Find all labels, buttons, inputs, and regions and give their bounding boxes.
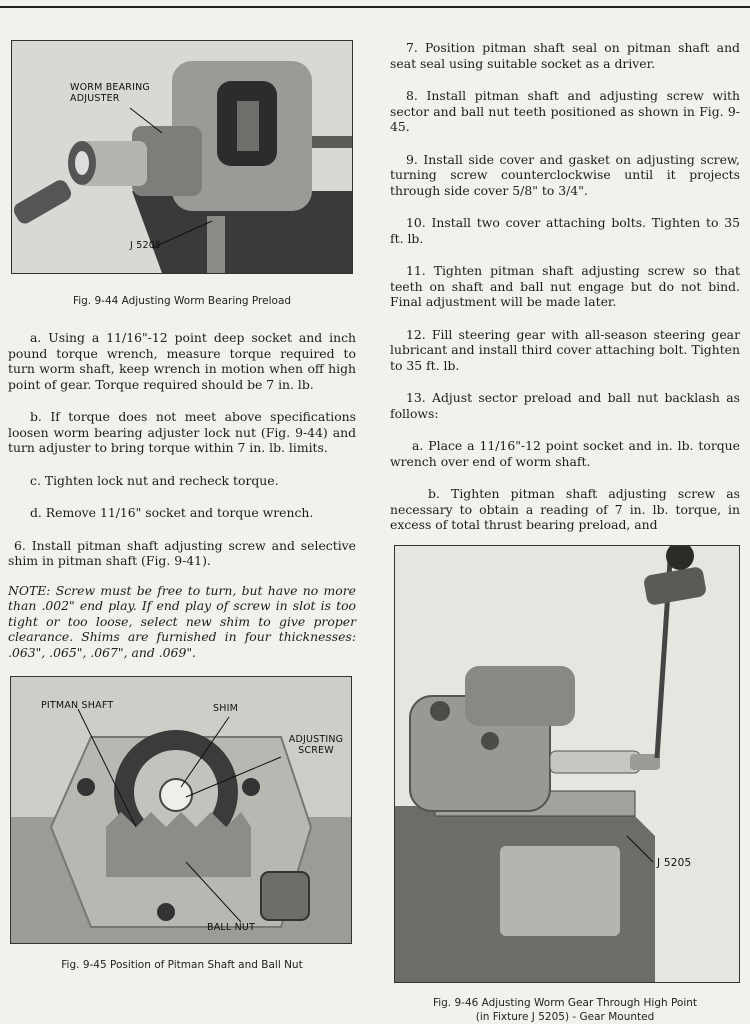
- figure-9-44-caption: Fig. 9-44 Adjusting Worm Bearing Preload: [72, 295, 292, 307]
- step-b: b. If torque does not meet above specifications loosen worm bearing adjuster lock nut (Fig. 9-44) and turn adjuster to bring torque within 7 in. lb. limits.: [8, 409, 356, 456]
- step-a: a. Using a 11/16"-12 point deep socket and inch pound torque wrench, measure torque required to turn worm shaft, keep wrench in motion when off high point of gear. Torque required should be 7 in. lb.: [8, 330, 356, 392]
- callout-adjusting-screw: ADJUSTING SCREW: [288, 734, 344, 757]
- left-column: [8, 40, 356, 972]
- step-6: 6. Install pitman shaft adjusting screw and selective shim in pitman shaft (Fig. 9-41).: [8, 537, 356, 569]
- right-column: [390, 40, 740, 1024]
- step-c: c. Tighten lock nut and recheck torque.: [30, 472, 279, 488]
- figure-9-46-caption-line1: Fig. 9-46 Adjusting Worm Gear Through High Point: [432, 996, 698, 1009]
- callout-j5205: J 5205: [130, 240, 162, 251]
- callout-ball-nut: BALL NUT: [207, 922, 256, 934]
- worm-gear-fixture-photo: [395, 546, 739, 982]
- worm-bearing-photo: [12, 41, 352, 273]
- step-d: d. Remove 11/16" socket and torque wrench.: [30, 505, 314, 521]
- figure-9-46: [394, 545, 740, 983]
- callout-worm-bearing-adjuster: WORM BEARING ADJUSTER: [70, 82, 150, 104]
- step-7: 7. Position pitman shaft seal on pitman shaft and seat seal using suitable socket as a driver.: [390, 40, 740, 71]
- callout-j5205-fixture: J 5205: [657, 856, 692, 869]
- note-end-play: NOTE: Screw must be free to turn, but have no more than .002" end play. If end play of screw in slot is too tight or too loose, select new shim to give proper clearance. Shims are furnished in four thicknesses: .063", .065", .067", and .069".: [8, 582, 356, 660]
- figure-9-45-caption: Fig. 9-45 Position of Pitman Shaft and Ball Nut: [61, 959, 303, 972]
- figure-9-45: [10, 676, 352, 944]
- step-13: 13. Adjust sector preload and ball nut backlash as follows:: [390, 390, 740, 421]
- figure-9-44: [11, 40, 353, 274]
- step-12: 12. Fill steering gear with all-season steering gear lubricant and install third cover attaching bolt. Tighten to 35 ft. lb.: [390, 326, 740, 373]
- figure-9-46-caption-line2: (in Fixture J 5205) - Gear Mounted: [475, 1010, 655, 1023]
- step-13a: a. Place a 11/16"-12 point socket and in. lb. torque wrench over end of worm shaft.: [390, 438, 740, 469]
- step-13b: b. Tighten pitman shaft adjusting screw as necessary to obtain a reading of 7 in. lb. torque, in excess of total thrust bearing preload, and: [390, 486, 740, 532]
- step-8: 8. Install pitman shaft and adjusting screw with sector and ball nut teeth positioned as shown in Fig. 9-45.: [390, 88, 740, 134]
- step-9: 9. Install side cover and gasket on adjusting screw, turning screw counterclockwise until it projects through side cover 5/8" to 3/4".: [390, 151, 740, 198]
- pitman-shaft-photo: [11, 677, 351, 943]
- step-11: 11. Tighten pitman shaft adjusting screw so that teeth on shaft and ball nut engage but do not bind. Final adjustment will be made later.: [390, 263, 740, 309]
- step-10: 10. Install two cover attaching bolts. Tighten to 35 ft. lb.: [390, 215, 740, 246]
- callout-pitman-shaft: PITMAN SHAFT: [41, 700, 114, 712]
- callout-shim: SHIM: [213, 703, 238, 715]
- top-rule: [0, 6, 750, 8]
